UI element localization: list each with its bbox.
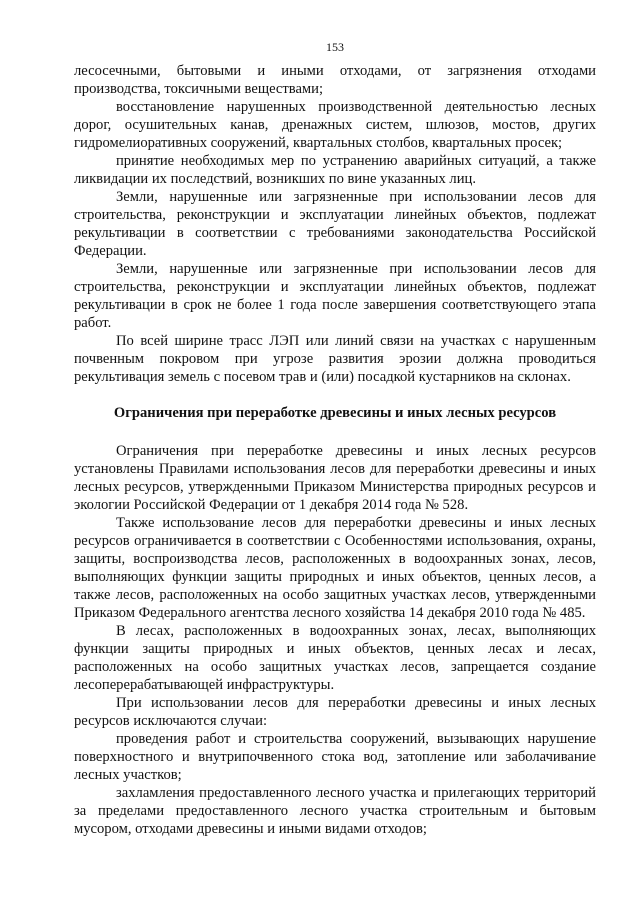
paragraph-land-recultivation-term: Земли, нарушенные или загрязненные при использовании лесов для строительства, реконструкции и эксплуатации линейных объектов, подлежат рекультивации в срок не более 1 года после завершения соответствующего этапа работ. <box>74 261 596 331</box>
paragraph-excluded-cases-intro: При использовании лесов для переработки древесины и иных лесных ресурсов исключаются случаи: <box>74 695 596 729</box>
paragraph-power-line-recultivation: По всей ширине трасс ЛЭП или линий связи на участках с нарушенным почвенным покровом при угрозе развития эрозии должна проводиться рекультивация земель с посевом трав и (или) посадкой кустарников на склонах. <box>74 333 596 385</box>
paragraph-processing-restrictions: Также использование лесов для переработки древесины и иных лесных ресурсов ограничивается в соответствии с Особенностями использования, охраны, защиты, воспроизводства лесов, расположенных в водоохранных зонах, лесов, выполняющих функции защиты природных и иных объектов, ценных лесов, а также лесов, расположенных на особо защитных участках лесов, утвержденными Приказом Федерального агентства лесного хозяйства 14 декабря 2010 года № 485. <box>74 515 596 621</box>
paragraph-excluded-case-littering: захламления предоставленного лесного участка и прилегающих территорий за пределами предоставленного лесного участка строительным и бытовым мусором, отходами древесины и иными видами отходов; <box>74 785 596 837</box>
section-title: Ограничения при переработке древесины и иных лесных ресурсов <box>113 405 557 421</box>
paragraph-emergency-measures: принятие необходимых мер по устранению аварийных ситуаций, а также ликвидации их последствий, возникших по вине указанных лиц. <box>74 153 596 187</box>
page-number: 153 <box>326 40 344 54</box>
paragraph-continuation: лесосечными, бытовыми и иными отходами, от загрязнения отходами производства, токсичными веществами; <box>74 63 596 97</box>
paragraph-land-recultivation-law: Земли, нарушенные или загрязненные при использовании лесов для строительства, реконструкции и эксплуатации линейных объектов, подлежат рекультивации в соответствии с требованиями законодательства Российской Федерации. <box>74 189 596 259</box>
paragraph-road-restoration: восстановление нарушенных производственной деятельностью лесных дорог, осушительных канав, дренажных систем, шлюзов, мостов, других гидромелиоративных сооружений, квартальных столбов, квартальных просек; <box>74 99 596 151</box>
paragraph-excluded-case-drainage: проведения работ и строительства сооружений, вызывающих нарушение поверхностного и внутрипочвенного стока вод, затопление или заболачивание лесных участков; <box>74 731 596 783</box>
paragraph-processing-rules: Ограничения при переработке древесины и иных лесных ресурсов установлены Правилами использования лесов для переработки древесины и иных лесных ресурсов, утвержденными Приказом Министерства природных ресурсов и экологии Российской Федерации от 1 декабря 2014 года № 528. <box>74 443 596 513</box>
paragraph-infrastructure-ban: В лесах, расположенных в водоохранных зонах, лесах, выполняющих функции защиты природных и иных объектов, ценных лесах и лесах, расположенных на особо защитных участках лесов, запрещается создание лесоперерабатывающей инфраструктуры. <box>74 623 596 693</box>
